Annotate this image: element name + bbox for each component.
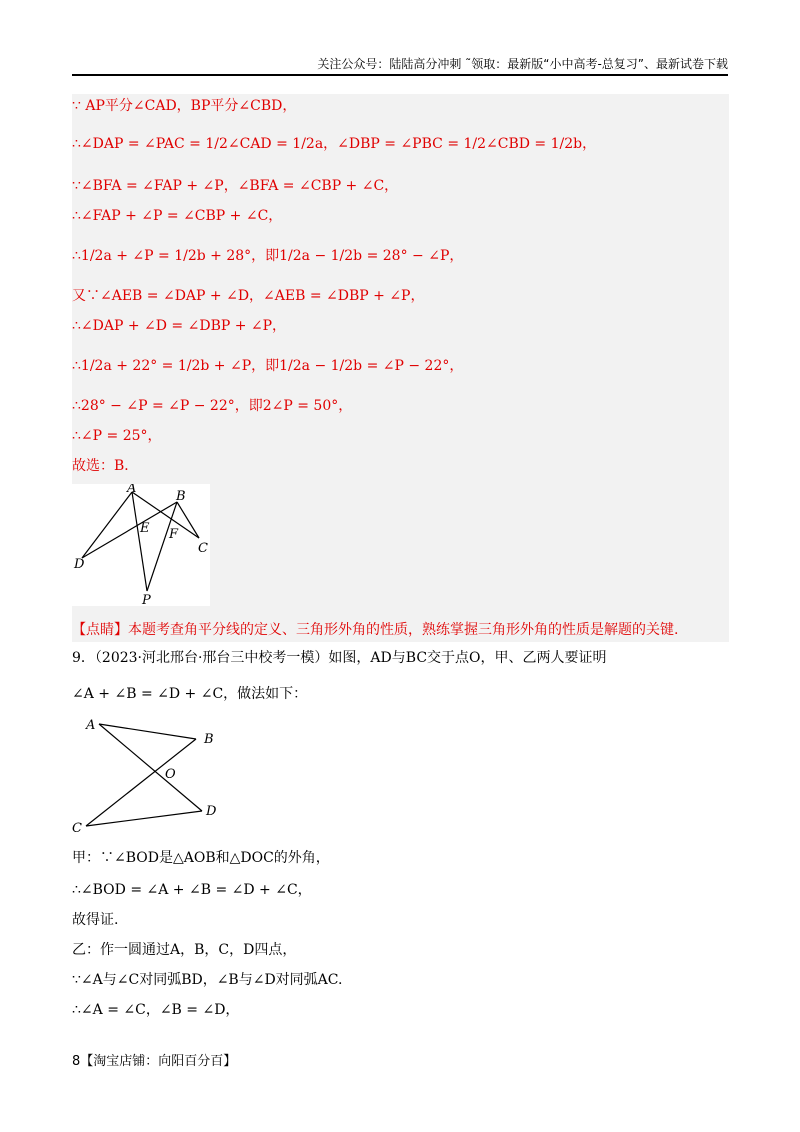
solution-line-8: ∴1/2a + 22° = 1/2b + ∠P，即1/2a − 1/2b = ∠P − 22°， bbox=[72, 358, 464, 374]
solution-line-11: 故选：B． bbox=[72, 458, 139, 474]
solution-figure-svg bbox=[72, 484, 210, 606]
question-body-1: 甲：∵∠BOD是△AOB和△DOC的外角， bbox=[72, 850, 330, 866]
solution-label-D: D bbox=[74, 557, 85, 572]
question-body-2: ∴∠BOD = ∠A + ∠B = ∠D + ∠C， bbox=[72, 882, 312, 898]
solution-line-7: ∴∠DAP + ∠D = ∠DBP + ∠P， bbox=[72, 318, 287, 334]
solution-line-1: ∵ AP平分∠CAD，BP平分∠CBD， bbox=[72, 98, 297, 114]
solution-comment: 【点睛】本题考查角平分线的定义、三角形外角的性质，熟练掌握三角形外角的性质是解题的关键. bbox=[72, 622, 679, 638]
solution-line-10: ∴∠P = 25°， bbox=[72, 428, 162, 444]
solution-line-3: ∵∠BFA = ∠FAP + ∠P，∠BFA = ∠CBP + ∠C， bbox=[72, 178, 399, 194]
question-section bbox=[72, 646, 729, 1026]
solution-label-A: A bbox=[127, 484, 137, 496]
solution-figure bbox=[72, 484, 210, 606]
solution-label-B: B bbox=[176, 489, 186, 504]
question-body-6: ∴∠A = ∠C，∠B = ∠D， bbox=[72, 1002, 240, 1018]
solution-label-F: F bbox=[169, 527, 179, 542]
solution-line-2: ∴∠DAP = ∠PAC = 1/2∠CAD = 1/2a，∠DBP = ∠PBC = 1/2∠CBD = 1/2b， bbox=[72, 136, 597, 152]
question-label-A: A bbox=[86, 718, 96, 733]
solution-label-P: P bbox=[142, 593, 151, 606]
solution-line-6: 又∵∠AEB = ∠DAP + ∠D，∠AEB = ∠DBP + ∠P， bbox=[72, 288, 425, 304]
header-rule bbox=[72, 74, 728, 76]
solution-label-C: C bbox=[198, 541, 208, 556]
question-stem-2: ∠A + ∠B = ∠D + ∠C，做法如下： bbox=[72, 686, 308, 702]
question-body-4: 乙：作一圆通过A，B，C，D四点， bbox=[72, 942, 297, 958]
question-stem-1: 9．（2023·河北邢台·邢台三中校考一模）如图，AD与BC交于点O，甲、乙两人要证明 bbox=[72, 650, 607, 666]
question-body-3: 故得证. bbox=[72, 912, 119, 928]
page-footer: 8【淘宝店铺：向阳百分百】 bbox=[72, 1054, 237, 1069]
page-header: 关注公众号：陆陆高分冲刺 ˜领取：最新版“小中高考-总复习”、最新试卷下载 bbox=[317, 57, 728, 71]
solution-line-4: ∴∠FAP + ∠P = ∠CBP + ∠C， bbox=[72, 208, 283, 224]
question-figure bbox=[72, 716, 232, 838]
question-body-5: ∵∠A与∠C对同弧BD，∠B与∠D对同弧AC. bbox=[72, 972, 343, 988]
question-label-D: D bbox=[206, 804, 217, 819]
question-label-B: B bbox=[204, 732, 214, 747]
solution-panel bbox=[72, 94, 729, 642]
solution-label-E: E bbox=[140, 521, 150, 536]
question-label-O: O bbox=[165, 767, 176, 782]
question-figure-svg bbox=[72, 716, 232, 838]
solution-line-9: ∴28° − ∠P = ∠P − 22°，即2∠P = 50°， bbox=[72, 398, 353, 414]
question-label-C: C bbox=[72, 821, 82, 836]
solution-line-5: ∴1/2a + ∠P = 1/2b + 28°，即1/2a − 1/2b = 28° − ∠P， bbox=[72, 248, 464, 264]
